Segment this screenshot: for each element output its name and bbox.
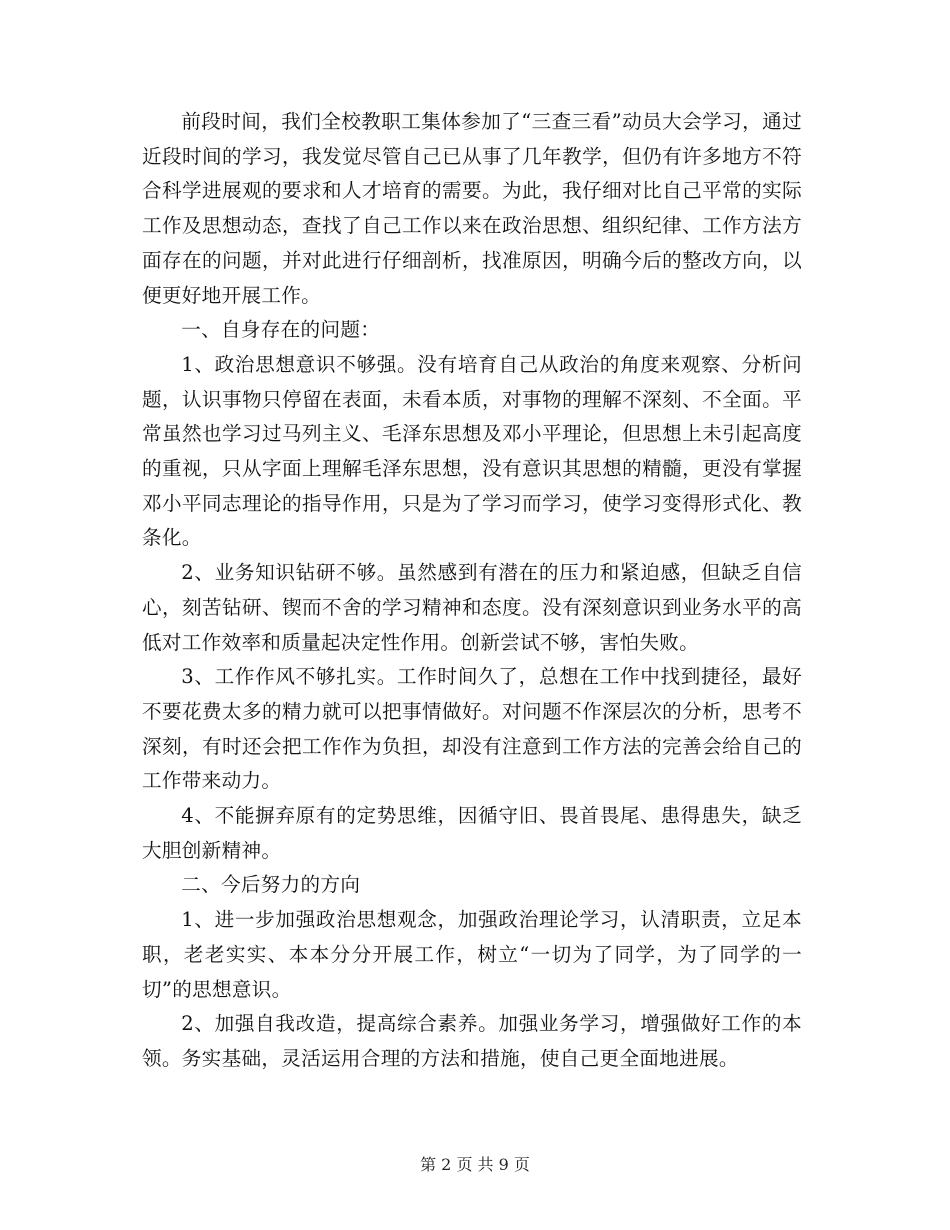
paragraph-problem-4: 4、不能摒弃原有的定势思维，因循守旧、畏首畏尾、患得患失，缺乏大胆创新精神。: [142, 804, 802, 862]
section-heading-problems: 一、自身存在的问题：: [181, 318, 381, 342]
paragraph-direction-2: 2、加强自我改造，提高综合素养。加强业务学习，增强做好工作的本领。务实基础，灵活运用合理的方法和措施，使自己更全面地进展。: [142, 1012, 802, 1070]
paragraph-problem-1: 1、政治思想意识不够强。没有培育自己从政治的角度来观察、分析问题，认识事物只停留在表面，未看本质，对事物的理解不深刻、不全面。平常虽然也学习过马列主义、毛泽东思想及邓小平理论，但思想上未引起高度的重视，只从字面上理解毛泽东思想，没有意识其思想的精髓，更没有掌握邓小平同志理论的指导作用，只是为了学习而学习，使学习变得形式化、教条化。: [142, 352, 802, 550]
document-body: [142, 105, 802, 1077]
paragraph-problem-3: 3、工作作风不够扎实。工作时间久了，总想在工作中找到捷径，最好不要花费太多的精力就可以把事情做好。对问题不作深层次的分析，思考不深刻，有时还会把工作作为负担，却没有注意到工作方法的完善会给自己的工作带来动力。: [142, 665, 802, 793]
paragraph-direction-1: 1、进一步加强政治思想观念，加强政治理论学习，认清职责，立足本职，老老实实、本本分分开展工作，树立“一切为了同学，为了同学的一切”的思想意识。: [142, 908, 802, 1001]
section-heading-direction: 二、今后努力的方向: [181, 873, 361, 897]
page-number-footer: 第 2 页 共 9 页: [420, 1155, 530, 1174]
paragraph-problem-2: 2、业务知识钻研不够。虽然感到有潜在的压力和紧迫感，但缺乏自信心，刻苦钻研、锲而不舍的学习精神和态度。没有深刻意识到业务水平的高低对工作效率和质量起决定性作用。创新尝试不够，害怕失败。: [142, 561, 802, 654]
paragraph-intro: 前段时间，我们全校教职工集体参加了“三查三看”动员大会学习，通过近段时间的学习，我发觉尽管自己已从事了几年教学，但仍有许多地方不符合科学进展观的要求和人才培育的需要。为此，我仔细对比自己平常的实际工作及思想动态，查找了自己工作以来在政治思想、组织纪律、工作方法方面存在的问题，并对此进行仔细剖析，找准原因，明确今后的整改方向，以便更好地开展工作。: [142, 110, 802, 307]
